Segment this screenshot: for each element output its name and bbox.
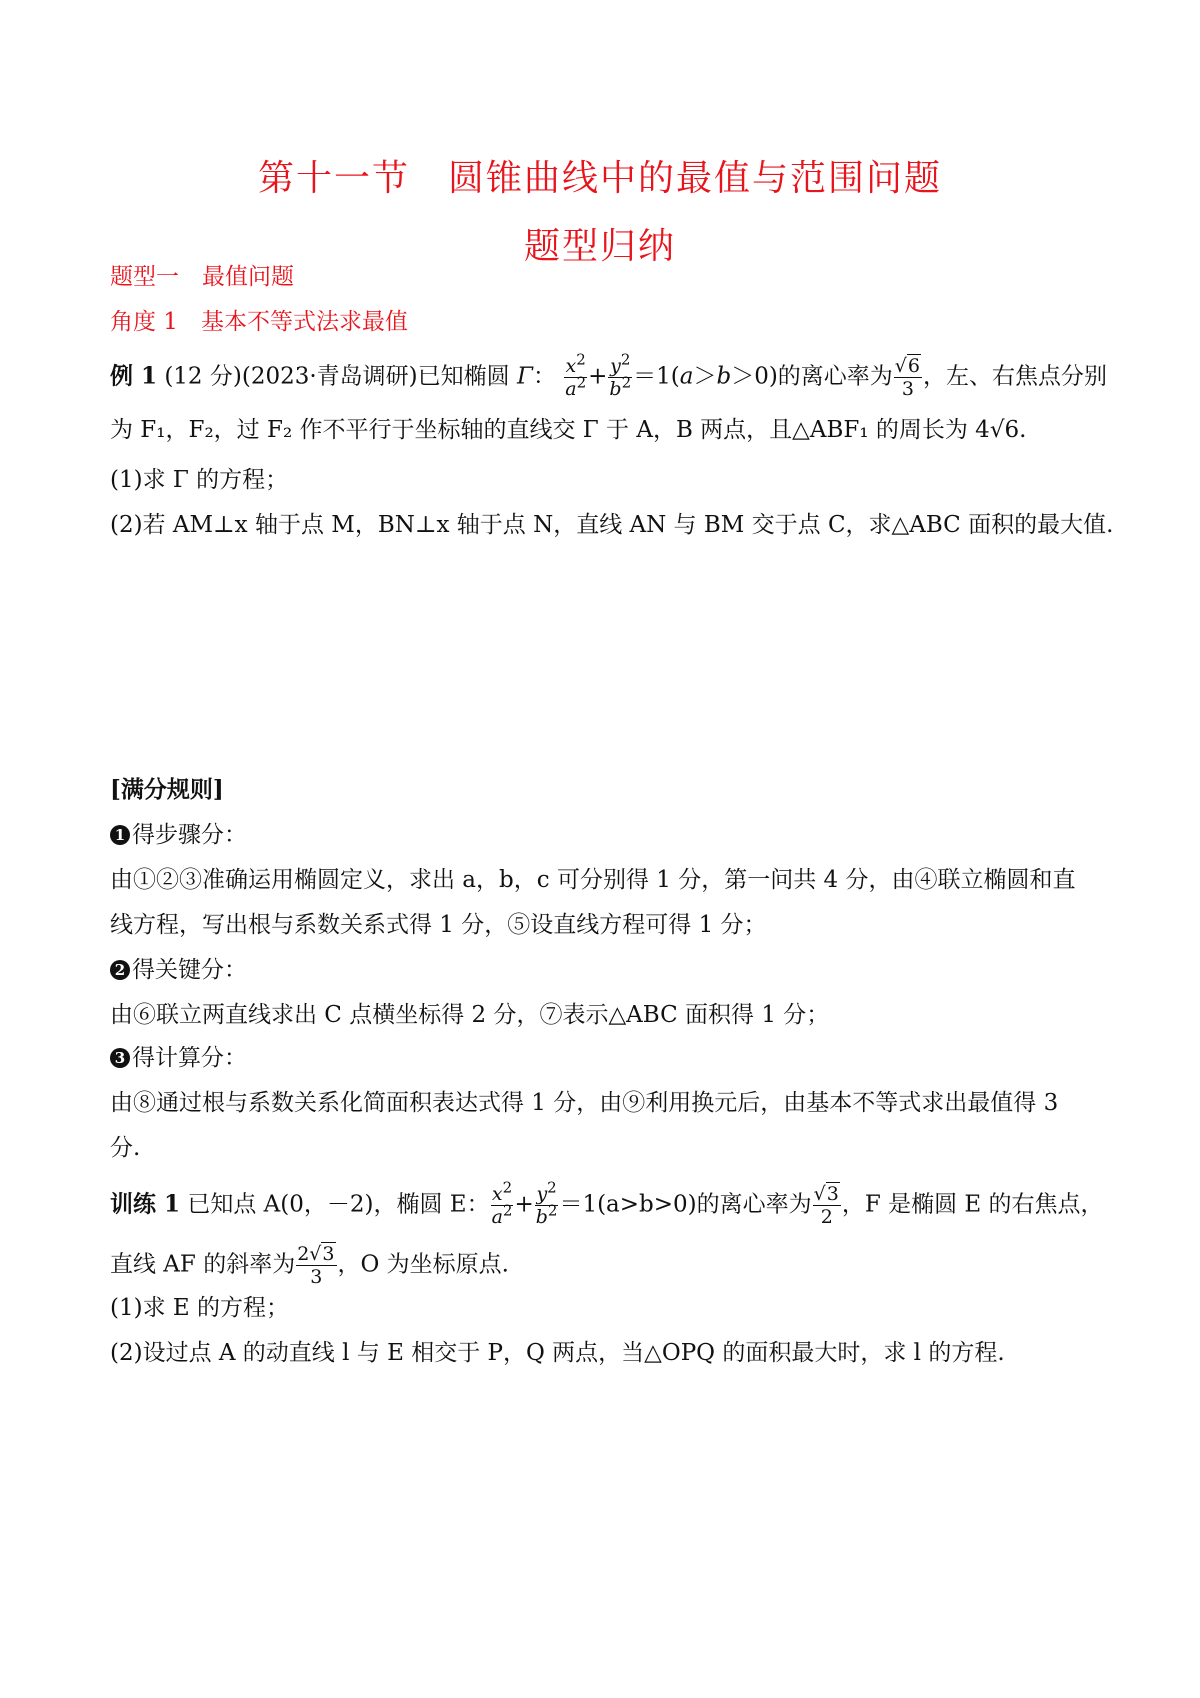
sqrt-sign: √6 (894, 355, 920, 377)
condition-tail: ＞0)的离心率为 (731, 363, 893, 390)
example-text: 已知椭圆 (417, 363, 517, 390)
rule-title: 得关键分： (132, 957, 247, 983)
exp: 2 (547, 1201, 558, 1220)
var-a: a (491, 1206, 503, 1228)
denominator: 2 (820, 1206, 833, 1228)
exp: 2 (621, 373, 632, 392)
example1-line2: 为 F₁，F₂，过 F₂ 作不平行于坐标轴的直线交 Γ 于 A，B 两点，且△ABF₁ 的周长为 4√6. (110, 417, 1027, 443)
exp: 2 (502, 1201, 513, 1220)
var-a: a (565, 378, 577, 400)
training1-question1: (1)求 E 的方程； (110, 1295, 289, 1321)
example-score: (12 分) (164, 363, 242, 390)
training-text: 直线 AF 的斜率为 (110, 1251, 296, 1278)
rules-item1-body2: 线方程，写出根与系数关系式得 1 分，⑤设直线方程可得 1 分； (110, 912, 767, 938)
training-text: 已知点 A(0，－2)，椭圆 E： (187, 1191, 490, 1218)
training1-line1 (110, 1178, 1104, 1228)
exp: 2 (620, 350, 631, 369)
radicand: 3 (826, 1183, 839, 1205)
example1-line1 (110, 350, 1107, 400)
rules-item1-body1: 由①②③准确运用椭圆定义，求出 a，b，c 可分别得 1 分，第一问共 4 分，由④联立椭圆和直 (110, 867, 1076, 893)
fraction-x2-a2 (491, 1178, 514, 1228)
example-label: 例 1 (110, 362, 158, 390)
rules-item3-body1: 由⑧通过根与系数关系化简面积表达式得 1 分，由⑨利用换元后，由基本不等式求出最值得 3 (110, 1090, 1059, 1116)
var-x: x (491, 1183, 503, 1205)
exp: 2 (502, 1178, 513, 1197)
fraction-sqrt6-3 (894, 355, 922, 400)
rules-item1-title (110, 820, 1100, 850)
training-text-tail: ，F 是椭圆 E 的右焦点， (841, 1191, 1104, 1218)
example-source: (2023·青岛调研) (241, 363, 418, 390)
section-title: 第十一节 圆锥曲线中的最值与范围问题 (257, 158, 942, 199)
fraction-2sqrt3-3 (296, 1243, 336, 1288)
denominator: 3 (901, 378, 914, 400)
training1-question2: (2)设过点 A 的动直线 l 与 E 相交于 P，Q 两点，当△OPQ 的面积最大时，求 l 的方程. (110, 1340, 1005, 1366)
training-label: 训练 1 (110, 1190, 181, 1218)
exp: 2 (576, 373, 587, 392)
gt-sign: ＞ (693, 363, 717, 390)
problem-type-heading: 题型一 最值问题 (110, 264, 294, 290)
cond-b: b (716, 363, 732, 390)
filled-circle-number-icon: 3 (110, 1048, 130, 1068)
equation-tail: ＝1(a>b>0)的离心率为 (559, 1191, 812, 1218)
rules-item3-title (110, 1043, 1100, 1073)
example1-question1: (1)求 Γ 的方程； (110, 467, 289, 493)
rules-item3-body2: 分. (110, 1135, 141, 1161)
var-b: b (535, 1206, 548, 1228)
var-y: y (536, 1183, 548, 1205)
fraction-sqrt3-2 (813, 1183, 841, 1228)
radicand: 3 (322, 1243, 335, 1265)
plus-sign: + (514, 1191, 534, 1218)
example-text-tail: ，左、右焦点分别 (923, 363, 1107, 390)
var-b: b (609, 378, 622, 400)
plus-sign: + (588, 363, 608, 390)
filled-circle-number-icon: 2 (110, 960, 130, 980)
rule-title: 得步骤分： (132, 822, 247, 848)
colon: ： (532, 363, 556, 390)
rules-heading: [满分规则] (110, 776, 224, 803)
rules-item2-body: 由⑥联立两直线求出 C 点横坐标得 2 分，⑦表示△ABC 面积得 1 分； (110, 1002, 830, 1028)
fraction-y2-b2 (608, 350, 632, 400)
training1-line2 (110, 1243, 1100, 1288)
example1-question2: (2)若 AM⊥x 轴于点 M，BN⊥x 轴于点 N，直线 AN 与 BM 交于点 C，求△ABC 面积的最大值. (110, 512, 1114, 538)
radicand: 6 (907, 355, 920, 377)
coefficient: 2 (297, 1243, 310, 1265)
fraction-y2-b2 (535, 1178, 559, 1228)
var-y: y (610, 355, 621, 377)
exp: 2 (547, 1178, 557, 1197)
equation-tail: ＝1( (633, 363, 680, 390)
fraction-x2-a2 (564, 350, 587, 400)
rules-item2-title (110, 955, 1100, 985)
filled-circle-number-icon: 1 (110, 825, 130, 845)
cond-a: a (679, 363, 694, 390)
gamma-symbol: Γ (516, 363, 533, 390)
denominator: 3 (310, 1266, 323, 1288)
section-subtitle: 题型归纳 (523, 226, 676, 267)
sqrt-sign: √3 (813, 1183, 839, 1205)
var-x: x (565, 355, 577, 377)
sqrt-sign: √3 (309, 1243, 335, 1265)
exp: 2 (576, 350, 586, 369)
angle-heading: 角度 1 基本不等式法求最值 (110, 309, 408, 335)
training-text-tail: ，O 为坐标原点. (337, 1251, 509, 1278)
rule-title: 得计算分： (132, 1045, 247, 1071)
